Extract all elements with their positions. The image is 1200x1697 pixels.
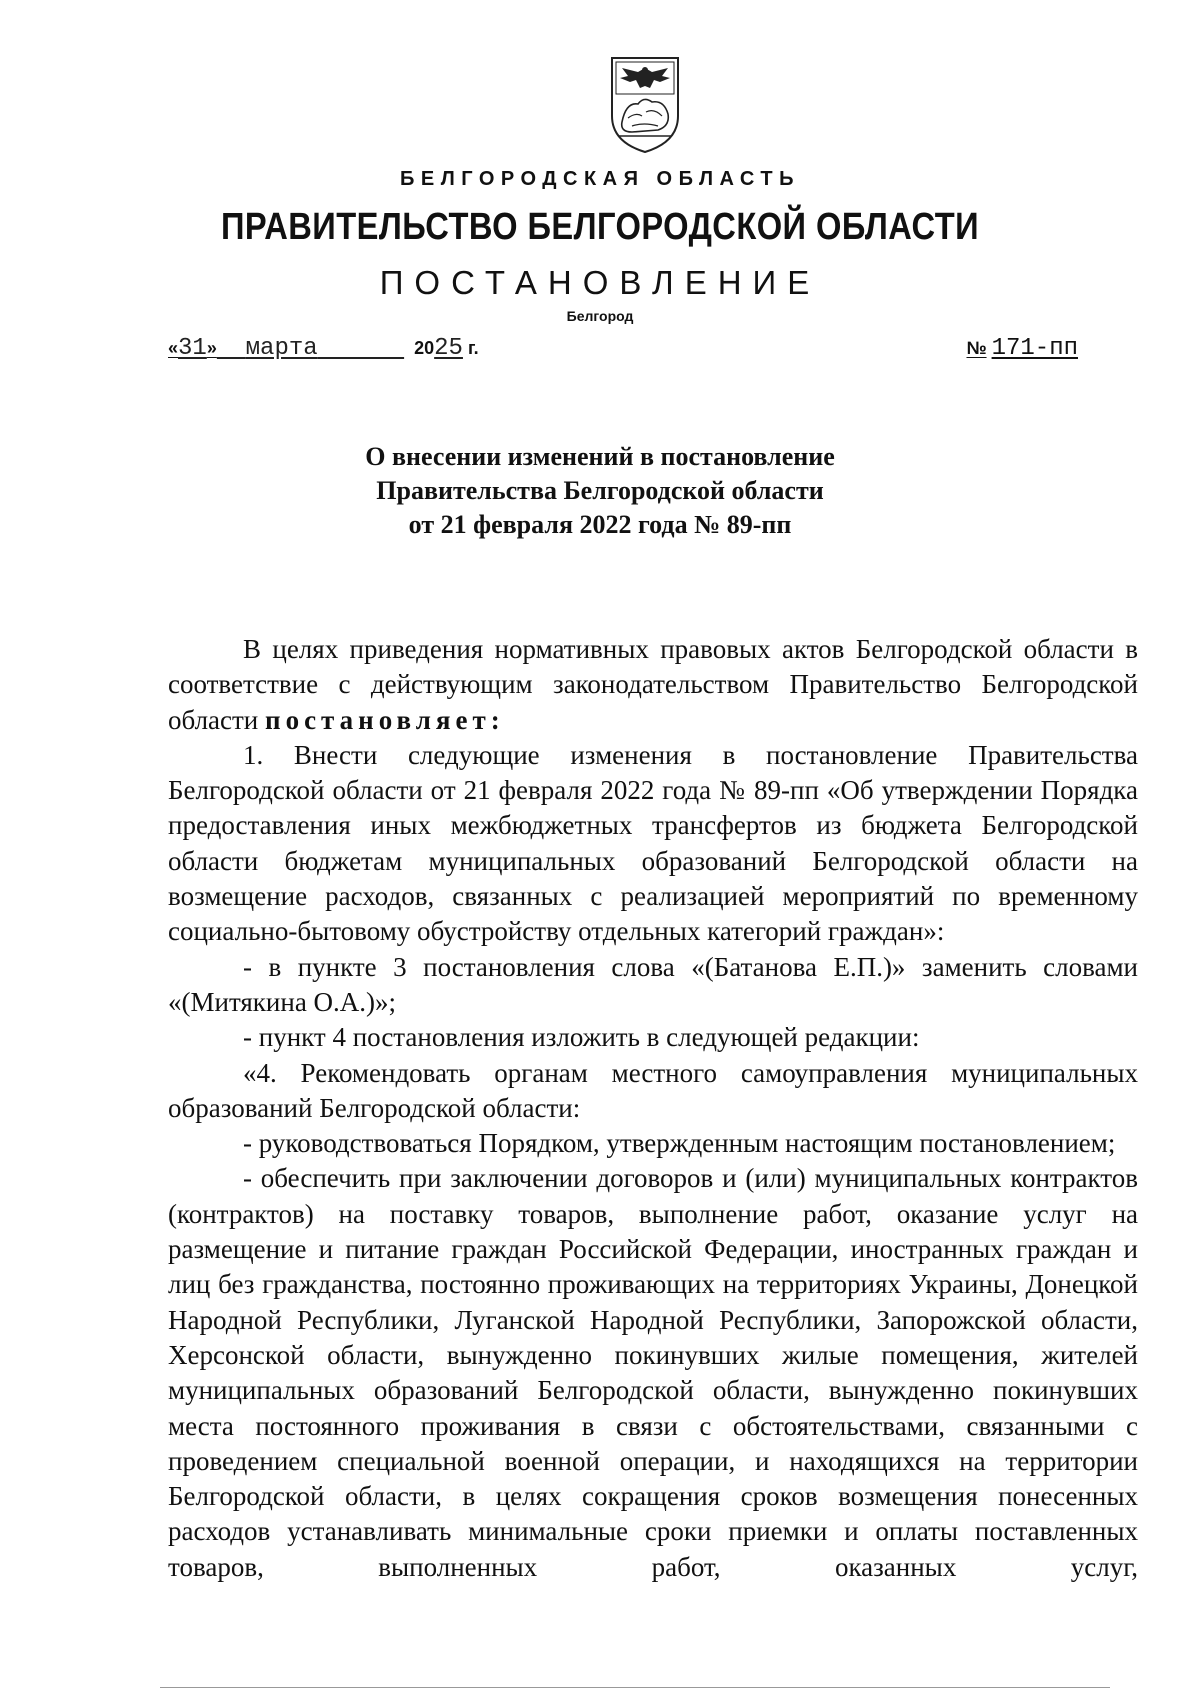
city-label: Белгород [566, 308, 634, 324]
bottom-scan-edge [160, 1687, 1110, 1688]
date-year-suffix: 25 [434, 335, 463, 362]
point-4-paragraph: «4. Рекомендовать органам местного самоуправления муниципальных образований Белгородской области: [168, 1057, 1138, 1123]
region-heading: БЕЛГОРОДСКАЯ ОБЛАСТЬ [400, 168, 800, 190]
item-1-paragraph: 1. Внести следующие изменения в постановление Правительства Белгородской области от 21 февраля 2022 года № 89-пп «Об утверждении Порядка предоставления иных межбюджетных трансфертов из бюджета Белгородской области бюджетам муниципальных образований Белгородской области на возмещение расходов, связанных с реализацией мероприятий по временному социально-бытовому обустройству отдельных категорий граждан»: [168, 739, 1138, 947]
date-month: марта [245, 335, 318, 362]
title-line-1: О внесении изменений в постановление [365, 442, 835, 471]
point-4b-paragraph: - обеспечить при заключении договоров и (или) муниципальных контрактов (контрактов) на поставку товаров, выполнение работ, оказание услуг на размещение и питание граждан Российской Федерации, иностранных граждан и лиц без гражданства, постоянно проживающих на территориях Украины, Донецкой Народной Республики, Луганской Народной Республики, Запорожской области, Херсонской области, вынужденно покинувших жилые помещения, жителей муниципальных образований Белгородской области, вынужденно покинувших места постоянного проживания в связи с обстоятельствами, связанными с проведением специальной военной операции, и находящихся на территории Белгородской области, в целях сокращения сроков возмещения понесенных расходов устанавливать минимальные сроки приемки и оплаты поставленных товаров, выполненных работ, оказанных услуг, [168, 1163, 1138, 1582]
resolves-word: постановляет: [265, 704, 505, 735]
number-sign: № [966, 338, 987, 358]
date-day: 31 [178, 335, 207, 362]
document-date [168, 335, 479, 362]
date-close-quote: » [206, 338, 217, 358]
date-open-quote: « [168, 338, 179, 358]
coat-of-arms-emblem [608, 56, 682, 154]
document-title [0, 440, 1200, 542]
date-year-prefix: 20 [414, 338, 435, 358]
government-heading: ПРАВИТЕЛЬСТВО БЕЛГОРОДСКОЙ ОБЛАСТИ [220, 206, 980, 248]
document-type-heading: ПОСТАНОВЛЕНИЕ [379, 264, 821, 301]
document-body [168, 632, 1138, 1585]
document-number [966, 335, 1078, 362]
point-4a-paragraph: - руководствоваться Порядком, утвержденным настоящим постановлением; [243, 1128, 1116, 1159]
change-1-paragraph: - в пункте 3 постановления слова «(Батанова Е.П.)» заменить словами «(Митякина О.А.)»; [168, 951, 1138, 1017]
number-value: 171-пп [991, 335, 1078, 362]
title-line-3: от 21 февраля 2022 года № 89-пп [408, 510, 792, 539]
preamble-paragraph: В целях приведения нормативных правовых актов Белгородской области в соответствие с действующим законодательством Правительство Белгородской области постановляет: [168, 634, 1138, 735]
title-line-2: Правительства Белгородской области [376, 476, 824, 505]
change-2-paragraph: - пункт 4 постановления изложить в следующей редакции: [243, 1022, 920, 1053]
date-year-unit: г. [467, 338, 479, 358]
